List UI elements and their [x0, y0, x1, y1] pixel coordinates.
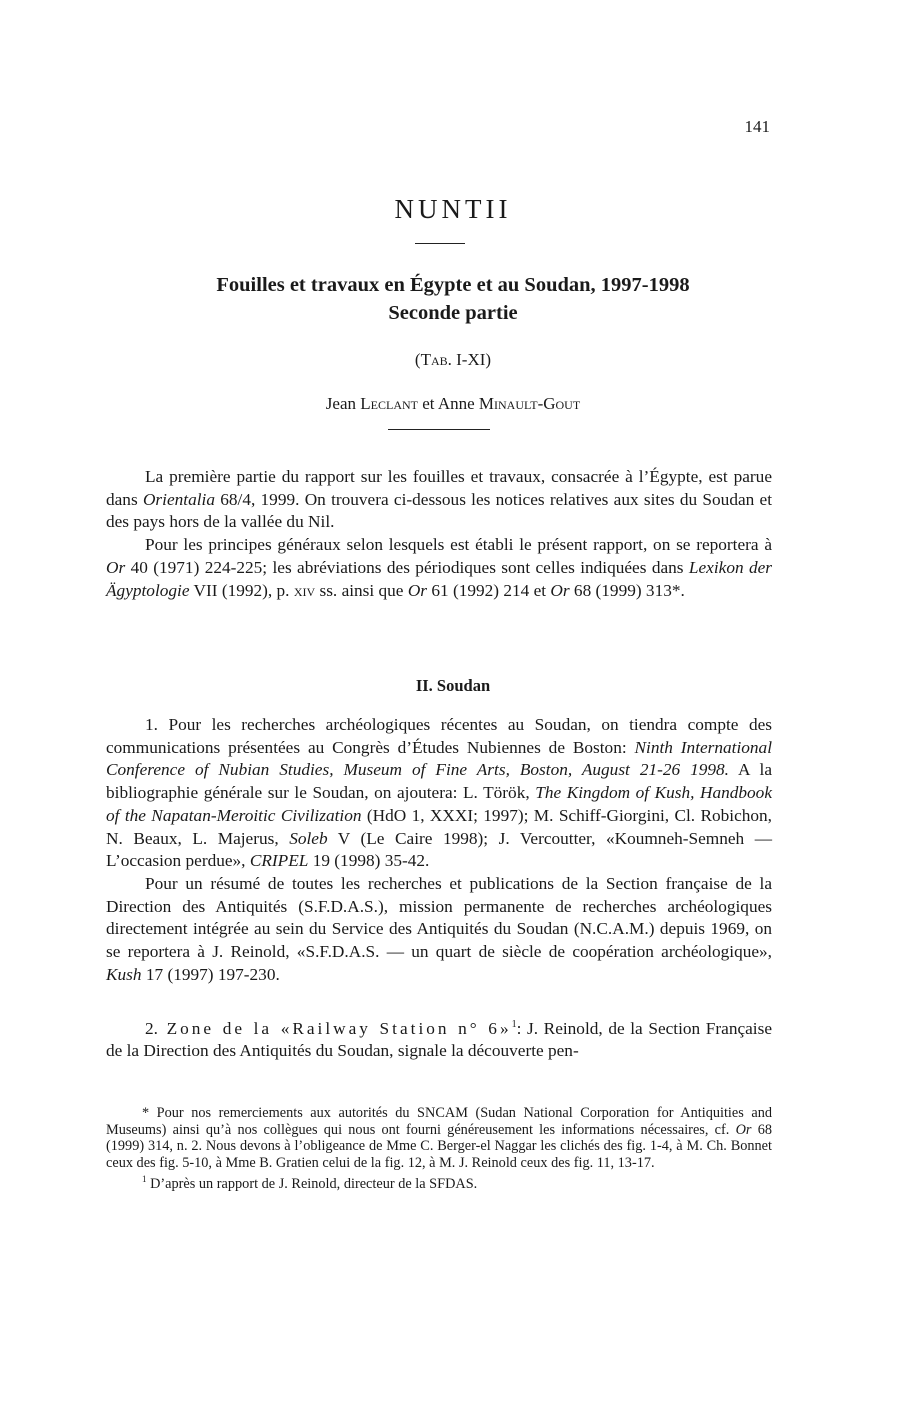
- section-text: [106, 714, 772, 986]
- authors-line: [0, 394, 906, 414]
- section-2-text: [106, 1014, 772, 1063]
- article-subtitle: Seconde partie: [388, 302, 518, 324]
- footnote-1: $^1$ D’après un rapport de J. Reinold, directeur de la SFDAS.: [142, 1174, 478, 1193]
- plates-reference: [0, 350, 906, 370]
- authors-joiner: et: [422, 394, 435, 413]
- section-heading: II. Soudan: [415, 676, 491, 695]
- intro-paragraph-1: La première partie du rapport sur les fouilles et travaux, consacrée à l’Égypte, est parue dans Orientalia 68/4, 1999. On trouvera ci-dessous les notices relatives aux sites du Soudan et des pays hors de la vallée du Nil.: [106, 467, 773, 532]
- footnote-star: * Pour nos remerciements aux autorités du SNCAM (Sudan National Corporation for Antiquities and Museums) ainsi qu’à nos collègues qui nous ont fourni généreusement les informations nécessaires, cf. Or 68 (1999) 314, n. 2. Nous devons à l’obligeance de Mme C. Berger-el Naggar les clichés des fig. 1-4, à M. Ch. Bonnet ceux des fig. 5-10, à Mme B. Gratien celui de la fig. 12, à M. J. Reinold ceux des fig. 11, 13-17.: [106, 1105, 772, 1171]
- page-number: 141: [744, 117, 770, 136]
- title-rule: [415, 243, 465, 244]
- footnotes: [106, 1105, 772, 1193]
- authors-rule: [388, 429, 490, 430]
- section-paragraph-2: Pour un résumé de toutes les recherches et publications de la Section française de la Direction des Antiquités (S.F.D.A.S.), mission permanente de recherches archéologiques directement intégrée au sein du Service des Antiquités du Soudan (N.C.A.M.) depuis 1969, on se reportera à J. Reinold, «S.F.D.A.S. — un quart de siècle de coopération archéologique», Kush 17 (1997) 197-230.: [106, 873, 772, 984]
- intro-paragraph-2: Pour les principes généraux selon lesquels est établi le présent rapport, on se reportera à Or 40 (1971) 224-225; les abréviations des périodiques sont celles indiquées dans Lexikon der Ägyptologie VII (1992), p. xiv ss. ainsi que Or 61 (1992) 214 et Or 68 (1999) 313*.: [106, 535, 773, 600]
- author1-first: Jean: [325, 394, 357, 413]
- plates-text: (Tab. I-XI): [414, 350, 492, 369]
- author1-last: Leclant: [360, 394, 418, 413]
- article-title: Fouilles et travaux en Égypte et au Soudan, 1997-1998: [216, 274, 690, 296]
- section-paragraph-3: 2. Zone de la «Railway Station n° 6»$^1$: J. Reinold, de la Section Française de la Direction des Antiquités du Soudan, signale la découverte pen-: [106, 1018, 772, 1061]
- intro-text: [106, 466, 772, 602]
- author2-first: Anne: [437, 394, 475, 413]
- section-paragraph-1: 1. Pour les recherches archéologiques récentes au Soudan, on tiendra compte des communications présentées au Congrès d’Études Nubiennes de Boston: Ninth International Conference of Nubian Studies, Museum of Fine Arts, Boston, August 21-26 1998. A la bibliographie générale sur le Soudan, on ajoutera: L. Török, The Kingdom of Kush, Handbook of the Napatan-Meroitic Civilization (HdO 1, XXXI; 1997); M. Schiff-Giorgini, Cl. Robichon, N. Beaux, L. Majerus, Soleb V (Le Caire 1998); J. Vercoutter, «Koumneh-Semneh — L’occasion perdue», CRIPEL 19 (1998) 35-42.: [106, 715, 772, 871]
- author2-last: Minault-Gout: [478, 394, 581, 413]
- page-title: NUNTII: [394, 194, 512, 224]
